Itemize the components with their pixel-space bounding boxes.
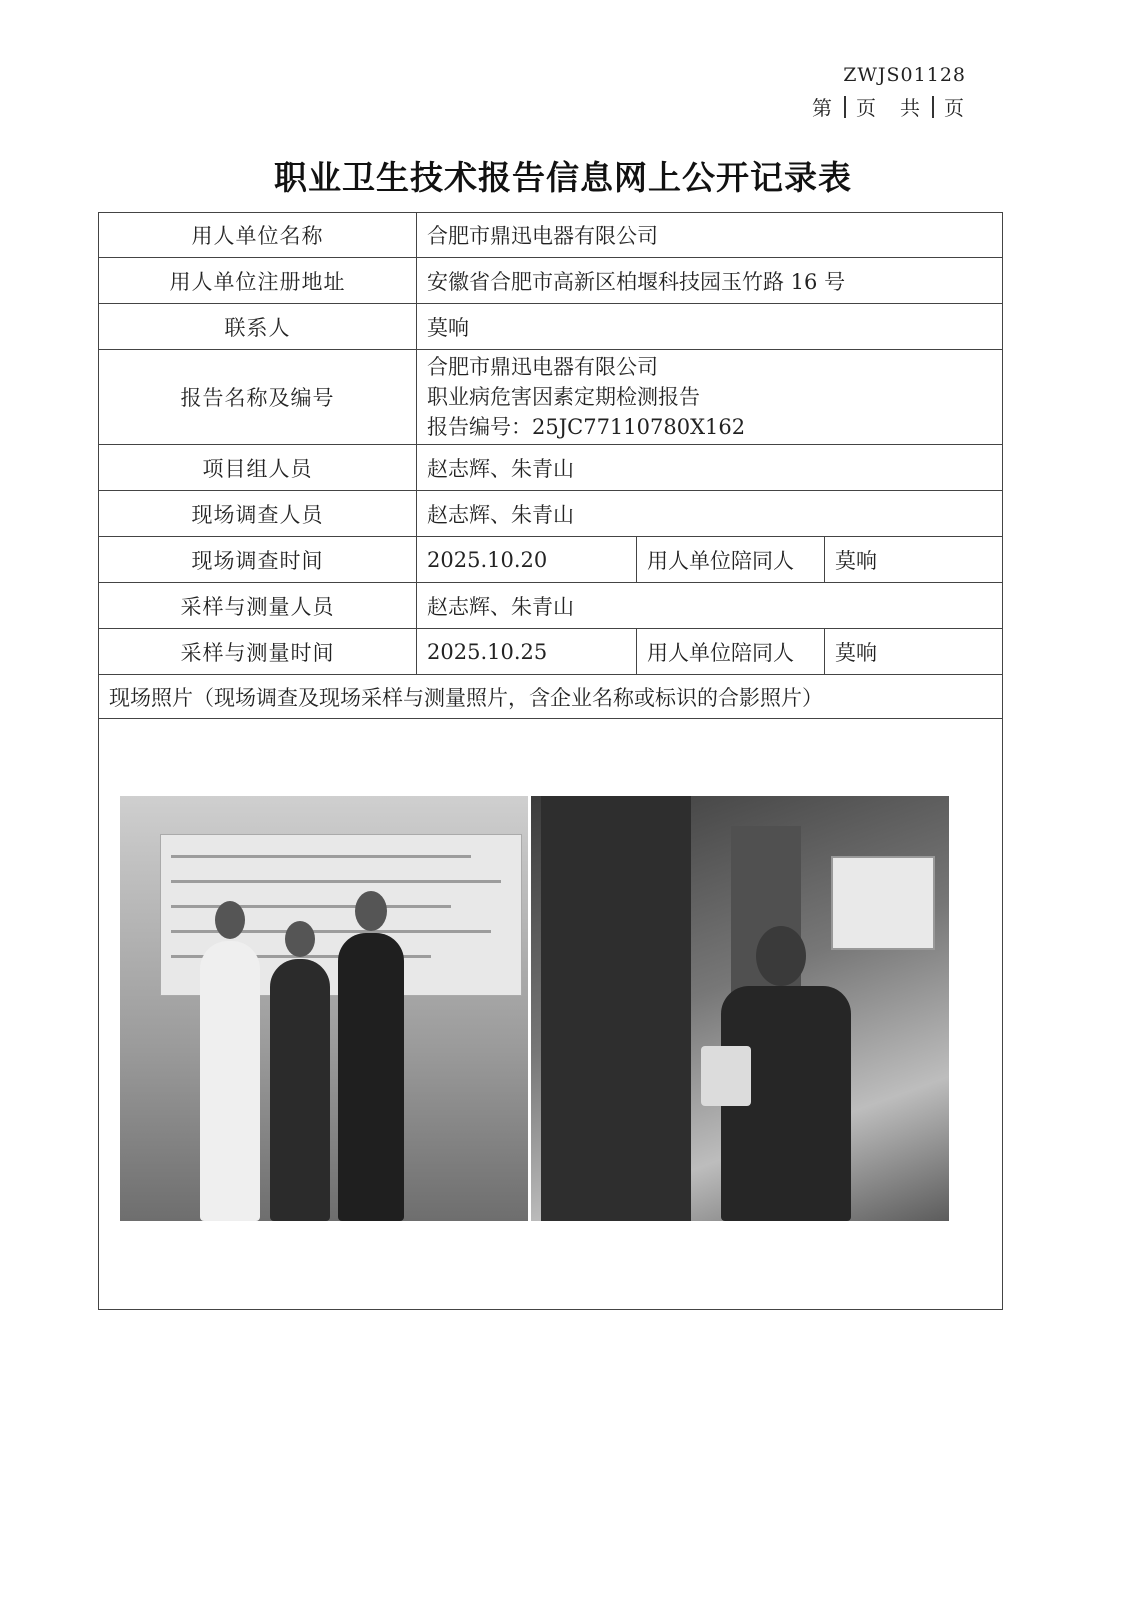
- sampling-escort-value: 莫响: [825, 629, 1003, 675]
- row-photo-caption: [99, 675, 1003, 719]
- survey-staff-value: 赵志辉、朱青山: [417, 491, 1003, 537]
- report-line-2: 职业病危害因素定期检测报告: [427, 385, 700, 409]
- row-sampling-staff: [99, 583, 1003, 629]
- photo-caption: 现场照片（现场调查及现场采样与测量照片，含企业名称或标识的合影照片）: [99, 675, 1003, 719]
- sampling-time-value: 2025.10.25: [417, 629, 637, 675]
- row-report: [99, 350, 1003, 445]
- person-3-head: [355, 891, 387, 931]
- board-text-line: [171, 880, 501, 883]
- employer-name-value: 合肥市鼎迅电器有限公司: [417, 213, 1003, 258]
- record-table: [98, 212, 1003, 1310]
- page-mid: 页 共: [856, 96, 922, 120]
- sampling-time-label: 采样与测量时间: [99, 629, 417, 675]
- page-number-line: [812, 92, 966, 121]
- report-label: 报告名称及编号: [99, 350, 417, 445]
- row-survey-staff: [99, 491, 1003, 537]
- registered-address-label: 用人单位注册地址: [99, 258, 417, 304]
- sampling-escort-label: 用人单位陪同人: [637, 629, 825, 675]
- row-registered-address: [99, 258, 1003, 304]
- page-prefix: 第: [812, 96, 834, 120]
- photo-area: [109, 719, 992, 1309]
- person-2-head: [285, 921, 315, 957]
- person-1-body: [200, 941, 260, 1221]
- contact-value: 莫响: [417, 304, 1003, 350]
- row-survey-time: [99, 537, 1003, 583]
- photo-cell: [99, 719, 1003, 1310]
- survey-escort-label: 用人单位陪同人: [637, 537, 825, 583]
- survey-time-label: 现场调查时间: [99, 537, 417, 583]
- contact-label: 联系人: [99, 304, 417, 350]
- page-suffix: 页: [944, 96, 966, 120]
- person-2-body: [270, 959, 330, 1221]
- row-project-team: [99, 445, 1003, 491]
- document-code: ZWJS01128: [843, 64, 966, 86]
- page-title: 职业卫生技术报告信息网上公开记录表: [274, 158, 852, 197]
- person-1: [200, 901, 260, 1221]
- page-total-mark: [932, 96, 934, 118]
- sampling-photo: [531, 796, 949, 1221]
- sampling-staff-label: 采样与测量人员: [99, 583, 417, 629]
- report-line-3: 报告编号：25JC77110780X162: [427, 415, 746, 439]
- factory-window: [831, 856, 935, 950]
- person-1-head: [215, 901, 245, 939]
- employer-name-label: 用人单位名称: [99, 213, 417, 258]
- project-team-label: 项目组人员: [99, 445, 417, 491]
- page-number-mark: [844, 96, 846, 118]
- report-value: [417, 350, 1003, 445]
- report-line-1: 合肥市鼎迅电器有限公司: [427, 355, 658, 379]
- row-photos: [99, 719, 1003, 1310]
- press-machine: [541, 796, 691, 1221]
- worker-head: [756, 926, 806, 986]
- row-employer-name: [99, 213, 1003, 258]
- sampling-staff-value: 赵志辉、朱青山: [417, 583, 1003, 629]
- survey-escort-value: 莫响: [825, 537, 1003, 583]
- row-contact: [99, 304, 1003, 350]
- survey-staff-label: 现场调查人员: [99, 491, 417, 537]
- person-2: [270, 921, 330, 1221]
- row-sampling-time: [99, 629, 1003, 675]
- project-team-value: 赵志辉、朱青山: [417, 445, 1003, 491]
- board-text-line: [171, 855, 471, 858]
- group-photo: [120, 796, 528, 1221]
- person-3-body: [338, 933, 404, 1221]
- registered-address-value: 安徽省合肥市高新区柏堰科技园玉竹路 16 号: [417, 258, 1003, 304]
- sampling-device: [701, 1046, 751, 1106]
- person-3: [338, 891, 404, 1221]
- survey-time-value: 2025.10.20: [417, 537, 637, 583]
